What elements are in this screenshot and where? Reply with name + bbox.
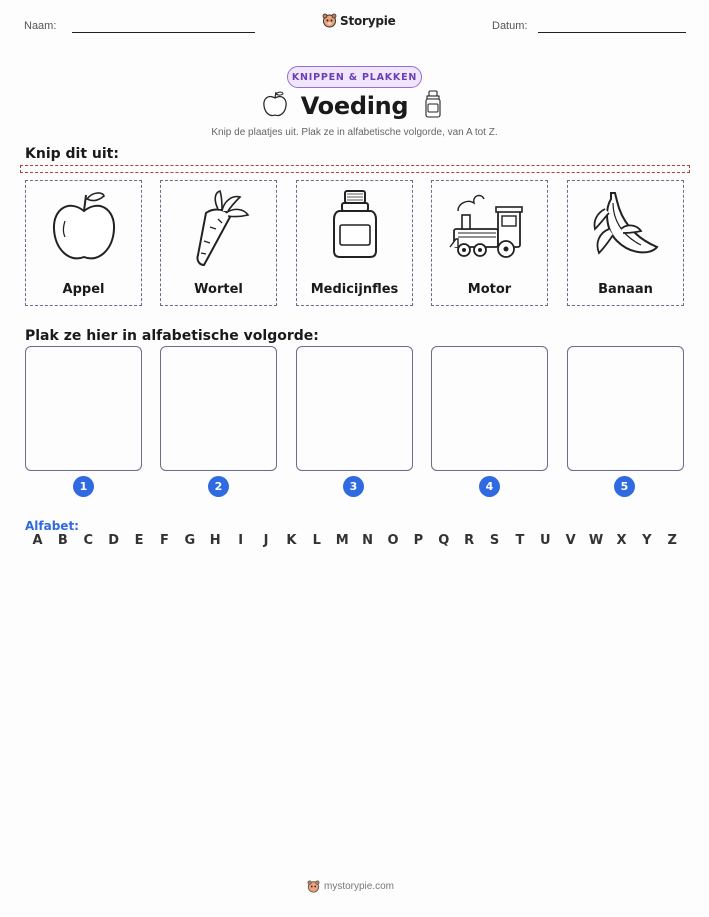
alphabet-letter: N (362, 533, 374, 548)
alphabet-letter: Q (438, 533, 450, 548)
cut-line (20, 165, 690, 173)
footer-url[interactable]: mystorypie.com (324, 881, 395, 892)
alphabet-letter: Z (667, 533, 677, 548)
date-label: Datum: (492, 20, 528, 32)
alphabet-letter: S (489, 533, 500, 548)
alphabet-letter: V (565, 533, 576, 548)
card-label: Medicijnfles (310, 282, 399, 297)
train-icon (448, 189, 528, 269)
alphabet-letter: H (209, 533, 221, 548)
cut-card-motor[interactable] (431, 180, 548, 306)
alphabet-letter: D (108, 533, 120, 548)
storypie-mascot-icon (307, 880, 320, 893)
alphabet-letter: R (464, 533, 475, 548)
alphabet-letter: M (335, 533, 349, 548)
slot-number-4: 4 (479, 476, 500, 497)
alphabet-letter: G (184, 533, 196, 548)
alphabet-heading: Alfabet: (25, 519, 79, 533)
card-label: Appel (62, 282, 105, 297)
paste-slot-2[interactable] (160, 346, 277, 471)
cut-section-heading: Knip dit uit: (25, 146, 119, 162)
worksheet-title: Voeding (300, 92, 409, 120)
alphabet-letter: W (588, 533, 604, 548)
alphabet-letter: X (616, 533, 627, 548)
alphabet-letter: J (263, 533, 269, 548)
alphabet-letter: K (286, 533, 297, 548)
alphabet-letter: O (387, 533, 399, 548)
instructions: Knip de plaatjes uit. Plak ze in alfabetische volgorde, van A tot Z. (211, 127, 498, 138)
paste-slot-1[interactable] (25, 346, 142, 471)
medicine-bottle-icon (320, 189, 390, 269)
alphabet-letter: F (160, 533, 169, 548)
alphabet-letter: C (83, 533, 94, 548)
alphabet-letter: E (134, 533, 144, 548)
activity-badge: KNIPPEN & PLAKKEN (287, 66, 422, 88)
alphabet-letter: P (413, 533, 424, 548)
apple-icon (49, 189, 119, 269)
slot-number-5: 5 (614, 476, 635, 497)
card-label: Motor (467, 282, 512, 297)
alphabet-letter: B (57, 533, 68, 548)
carrot-icon (184, 189, 254, 269)
paste-section-heading: Plak ze hier in alfabetische volgorde: (25, 328, 319, 344)
cut-card-apple[interactable] (25, 180, 142, 306)
alphabet-letter: T (515, 533, 525, 548)
card-label: Banaan (598, 282, 653, 297)
name-line (72, 32, 255, 33)
storypie-mascot-icon (322, 13, 337, 28)
brand-logo (322, 13, 396, 28)
cut-card-carrot[interactable] (160, 180, 277, 306)
alphabet-letter: A (32, 533, 43, 548)
brand-name: Storypie (340, 13, 396, 28)
alphabet-letter: Y (642, 533, 652, 548)
alphabet-letter: L (312, 533, 321, 548)
slot-number-2: 2 (208, 476, 229, 497)
alphabet-row (25, 533, 685, 548)
paste-slot-3[interactable] (296, 346, 413, 471)
name-label: Naam: (24, 20, 57, 32)
slot-number-1: 1 (73, 476, 94, 497)
cut-card-banana[interactable] (567, 180, 684, 306)
footer (307, 880, 394, 893)
banana-icon (591, 189, 661, 269)
date-line (538, 32, 686, 33)
alphabet-letter: I (238, 533, 244, 548)
medicine-bottle-icon (424, 90, 442, 118)
paste-slot-4[interactable] (431, 346, 548, 471)
cut-card-medicine-bottle[interactable] (296, 180, 413, 306)
slot-number-3: 3 (343, 476, 364, 497)
alphabet-letter: U (540, 533, 551, 548)
card-label: Wortel (194, 282, 243, 297)
paste-slot-5[interactable] (567, 346, 684, 471)
